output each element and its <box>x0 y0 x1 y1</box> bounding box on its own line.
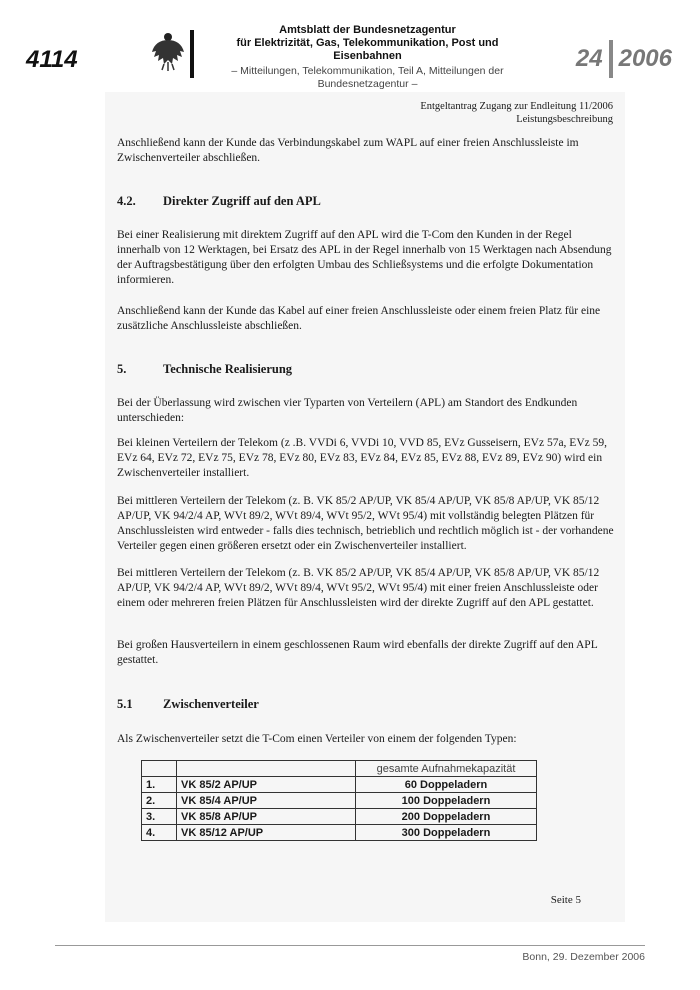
section-number: 5. <box>117 362 127 376</box>
section-5-paragraph-2: Bei kleinen Verteilern der Telekom (z .B. VVDi 6, VVDi 10, VVD 85, EVz Gusseisern, EVz 57a, EVz 59, EVz 64, EVz 72, EVz 75, EVz 78, EVz 80, EVz 83, EVz 84, EVz 85, EVz 88, EVz 89, EVz 90) wird ein Zwischenverteiler installiert. <box>117 437 607 479</box>
section-5-paragraph-3: Bei mittleren Verteilern der Telekom (z. B. VK 85/2 AP/UP, VK 85/4 AP/UP, VK 85/8 AP/UP, VK 85/12 AP/UP, VK 94/2/4 AP, WVt 89/2, WVt 89/4, WVt 95/2, WVt 95/4) mit vollständig belegten Plätzen für Anschlussleisten wird entweder - falls dies technisch, betrieblich und rechtlich möglich ist - der vorhandene Verteiler gegen einen größeren ersetzt oder ein Zwischenverteiler installiert. <box>117 495 614 552</box>
issue-divider <box>609 40 613 78</box>
row-number: 2. <box>142 793 177 809</box>
distributor-types-table <box>141 760 537 841</box>
footer-place-date: Bonn, 29. Dezember 2006 <box>522 951 645 963</box>
intro-paragraph: Anschließend kann der Kunde das Verbindungskabel zum WAPL auf einer freien Anschlussleiste im Zwischenverteiler abschließen. <box>117 137 579 164</box>
section-title: Zwischenverteiler <box>163 697 259 711</box>
section-4-2-paragraph-1: Bei einer Realisierung mit direktem Zugriff auf den APL wird die T-Com den Kunden in der Regel innerhalb von 12 Werktagen, bei Ersatz des APL in der Regel innerhalb von 15 Werktagen nach Absendung der Auftragsbestätigung über den erfolgten Umbau des Schließsystems und die erfolgte Dokumentation informieren. <box>117 229 612 286</box>
table-row <box>142 825 537 841</box>
document-page-label: Seite 5 <box>550 894 581 906</box>
header-divider <box>190 30 194 78</box>
gazette-title: Amtsblatt der Bundesnetzagentur <box>279 24 456 36</box>
table-header-empty <box>142 761 177 777</box>
section-heading-4-2 <box>117 194 321 209</box>
row-capacity: 300 Doppeladern <box>356 825 537 841</box>
section-5-1-paragraph-1: Als Zwischenverteiler setzt die T-Com einen Verteiler von einem der folgenden Typen: <box>117 733 517 745</box>
scanned-page <box>105 92 625 922</box>
section-title: Technische Realisierung <box>163 362 293 376</box>
page-number: 4114 <box>26 46 78 73</box>
section-heading-5 <box>117 362 292 377</box>
row-type: VK 85/2 AP/UP <box>177 777 356 793</box>
row-type: VK 85/4 AP/UP <box>177 793 356 809</box>
table-header-capacity: gesamte Aufnahmekapazität <box>356 761 537 777</box>
row-capacity: 60 Doppeladern <box>356 777 537 793</box>
row-number: 3. <box>142 809 177 825</box>
masthead <box>205 24 530 91</box>
table-row <box>142 809 537 825</box>
row-type: VK 85/8 AP/UP <box>177 809 356 825</box>
section-5-paragraph-1: Bei der Überlassung wird zwischen vier Typarten von Verteilern (APL) am Standort des Endkunden unterschieden: <box>117 397 578 424</box>
row-number: 1. <box>142 777 177 793</box>
gazette-subtitle: – Mitteilungen, Telekommunikation, Teil A, Mitteilungen der Bundesnetzagentur – <box>231 65 504 90</box>
section-title: Direkter Zugriff auf den APL <box>163 194 321 208</box>
document-reference <box>420 100 613 126</box>
section-number: 5.1 <box>117 697 133 711</box>
document-reference-line1: Entgeltantrag Zugang zur Endleitung 11/2006 <box>420 101 613 112</box>
federal-eagle-icon <box>150 30 186 72</box>
section-number: 4.2. <box>117 194 136 208</box>
section-5-paragraph-4: Bei mittleren Verteilern der Telekom (z. B. VK 85/2 AP/UP, VK 85/4 AP/UP, VK 85/8 AP/UP, VK 85/12 AP/UP, VK 94/2/4 AP, WVt 89/2, WVt 89/4, WVt 95/2, WVt 95/4) mit einer freien Anschlussleiste oder einem oder mehreren freien Plätzen für Anschlussleisten wird der direkte Zugriff auf den APL gestattet. <box>117 567 600 609</box>
table-header-row <box>142 761 537 777</box>
section-4-2-paragraph-2: Anschließend kann der Kunde das Kabel auf einer freien Anschlussleiste oder einem freien Platz für eine zusätzliche Anschlussleiste abschließen. <box>117 305 601 332</box>
row-number: 4. <box>142 825 177 841</box>
section-heading-5-1 <box>117 697 259 712</box>
issue-label <box>576 40 672 78</box>
table-header-empty <box>177 761 356 777</box>
document-reference-line2: Leistungsbeschreibung <box>516 114 613 125</box>
gazette-title-line2: für Elektrizität, Gas, Telekommunikation, Post und Eisenbahnen <box>236 37 499 62</box>
table-row <box>142 777 537 793</box>
section-5-paragraph-5: Bei großen Hausverteilern in einem geschlossenen Raum wird ebenfalls der direkte Zugriff auf den APL gestattet. <box>117 639 598 666</box>
row-type: VK 85/12 AP/UP <box>177 825 356 841</box>
row-capacity: 200 Doppeladern <box>356 809 537 825</box>
row-capacity: 100 Doppeladern <box>356 793 537 809</box>
footer-divider <box>55 945 645 946</box>
issue-year: 2006 <box>618 45 672 72</box>
issue-number: 24 <box>575 45 603 72</box>
table-row <box>142 793 537 809</box>
